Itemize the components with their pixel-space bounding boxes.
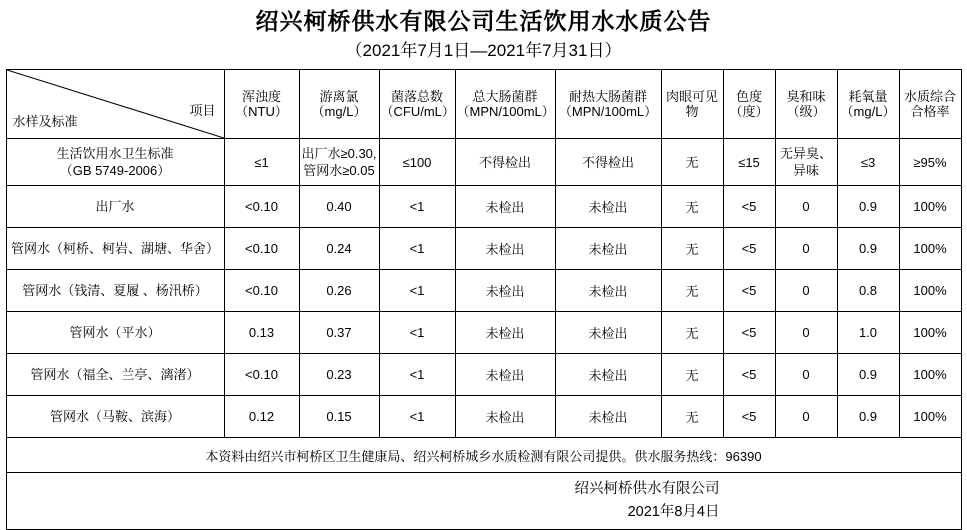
standard-pass-rate: ≥95% (899, 139, 961, 186)
footer-note: 本资料由绍兴市柯桥区卫生健康局、绍兴柯桥城乡水质检测有限公司提供。供水服务热线：96390 (6, 438, 961, 473)
cell-cod: 0.8 (837, 270, 899, 312)
cell-cod: 0.9 (837, 186, 899, 228)
cell-colony-count: <1 (379, 396, 455, 438)
cell-visible-matter: 无 (661, 396, 723, 438)
header-odor-taste-unit: （级） (786, 104, 826, 119)
cell-odor-taste: 0 (775, 186, 837, 228)
standard-row (6, 139, 961, 186)
cell-total-coliform: 未检出 (455, 312, 555, 354)
cell-thermotolerant-coliform: 未检出 (555, 270, 661, 312)
cell-colony-count: <1 (379, 354, 455, 396)
header-turbidity-unit: （NTU） (235, 104, 288, 119)
cell-colony-count: <1 (379, 312, 455, 354)
table-row (6, 270, 961, 312)
cell-cod: 1.0 (837, 312, 899, 354)
cell-thermotolerant-coliform: 未检出 (555, 312, 661, 354)
standard-label-line2: （GB 5749-2006） (59, 163, 171, 178)
header-cod (837, 70, 899, 139)
cell-free-chlorine: 0.26 (299, 270, 379, 312)
cell-free-chlorine: 0.15 (299, 396, 379, 438)
cell-pass-rate: 100% (899, 354, 961, 396)
signature-row (6, 473, 961, 530)
signature-block (379, 473, 961, 530)
header-cod-unit: （mg/L） (840, 104, 896, 119)
header-visible-matter-name: 肉眼可见物 (665, 89, 718, 119)
header-chroma (723, 70, 775, 139)
cell-chroma: <5 (723, 228, 775, 270)
cell-visible-matter: 无 (661, 354, 723, 396)
header-total-coliform-unit: （MPN/100mL） (456, 104, 555, 119)
cell-odor-taste: 0 (775, 228, 837, 270)
cell-pass-rate: 100% (899, 312, 961, 354)
header-free-chlorine-name: 游离氯 (319, 89, 359, 104)
cell-odor-taste: 0 (775, 354, 837, 396)
cell-pass-rate: 100% (899, 396, 961, 438)
cell-thermotolerant-coliform: 未检出 (555, 186, 661, 228)
row-label: 管网水（平水） (6, 312, 224, 354)
cell-turbidity: 0.13 (224, 312, 299, 354)
header-turbidity-name: 浑浊度 (241, 89, 281, 104)
header-colony-count-unit: （CFU/mL） (380, 104, 455, 119)
cell-pass-rate: 100% (899, 270, 961, 312)
table-row (6, 312, 961, 354)
row-label: 管网水（马鞍、滨海） (6, 396, 224, 438)
cell-total-coliform: 未检出 (455, 354, 555, 396)
cell-turbidity: <0.10 (224, 354, 299, 396)
header-total-coliform (455, 70, 555, 139)
header-free-chlorine (299, 70, 379, 139)
cell-free-chlorine: 0.24 (299, 228, 379, 270)
standard-row-label (6, 139, 224, 186)
cell-turbidity: <0.10 (224, 186, 299, 228)
header-pass-rate (899, 70, 961, 139)
standard-label-line1: 生活饮用水卫生标准 (56, 146, 174, 161)
cell-odor-taste: 0 (775, 312, 837, 354)
row-label: 管网水（福全、兰亭、漓渚） (6, 354, 224, 396)
cell-cod: 0.9 (837, 354, 899, 396)
cell-odor-taste: 0 (775, 396, 837, 438)
water-quality-table (6, 69, 962, 530)
cell-total-coliform: 未检出 (455, 270, 555, 312)
cell-pass-rate: 100% (899, 186, 961, 228)
row-label: 出厂水 (6, 186, 224, 228)
cell-free-chlorine: 0.23 (299, 354, 379, 396)
header-odor-taste (775, 70, 837, 139)
cell-turbidity: 0.12 (224, 396, 299, 438)
cell-free-chlorine: 0.40 (299, 186, 379, 228)
header-thermotolerant-coliform-name: 耐热大肠菌群 (568, 89, 647, 104)
header-visible-matter (661, 70, 723, 139)
cell-colony-count: <1 (379, 270, 455, 312)
cell-chroma: <5 (723, 396, 775, 438)
row-label: 管网水（柯桥、柯岩、湖塘、华舍） (6, 228, 224, 270)
standard-visible-matter: 无 (661, 139, 723, 186)
header-colony-count (379, 70, 455, 139)
standard-odor-taste-line2: 异味 (792, 163, 819, 178)
cell-colony-count: <1 (379, 186, 455, 228)
table-row (6, 354, 961, 396)
header-odor-taste-name: 臭和味 (786, 89, 826, 104)
cell-total-coliform: 未检出 (455, 228, 555, 270)
cell-chroma: <5 (723, 186, 775, 228)
cell-visible-matter: 无 (661, 228, 723, 270)
cell-thermotolerant-coliform: 未检出 (555, 228, 661, 270)
header-col-label: 项目 (189, 103, 216, 118)
header-chroma-unit: （度） (729, 104, 769, 119)
header-thermotolerant-coliform-unit: （MPN/100mL） (558, 104, 658, 119)
cell-colony-count: <1 (379, 228, 455, 270)
header-cod-name: 耗氧量 (848, 89, 888, 104)
standard-odor-taste-line1: 无异臭、 (779, 146, 832, 161)
cell-thermotolerant-coliform: 未检出 (555, 354, 661, 396)
header-total-coliform-name: 总大肠菌群 (472, 89, 538, 104)
page-title: 绍兴柯桥供水有限公司生活饮用水水质公告 (255, 8, 712, 34)
table-header-row (6, 70, 961, 139)
standard-thermotolerant-coliform: 不得检出 (555, 139, 661, 186)
standard-free-chlorine-line1: 出厂水≥0.30, (301, 146, 377, 161)
page-subtitle: （2021年7月1日—2021年7月31日） (345, 41, 622, 60)
cell-free-chlorine: 0.37 (299, 312, 379, 354)
table-row (6, 396, 961, 438)
standard-cod: ≤3 (837, 139, 899, 186)
row-label: 管网水（钱清、夏履 、杨汛桥） (6, 270, 224, 312)
header-colony-count-name: 菌落总数 (390, 89, 443, 104)
cell-visible-matter: 无 (661, 270, 723, 312)
standard-free-chlorine (299, 139, 379, 186)
cell-total-coliform: 未检出 (455, 186, 555, 228)
cell-chroma: <5 (723, 312, 775, 354)
standard-turbidity: ≤1 (224, 139, 299, 186)
cell-visible-matter: 无 (661, 186, 723, 228)
cell-chroma: <5 (723, 270, 775, 312)
header-turbidity (224, 70, 299, 139)
cell-turbidity: <0.10 (224, 228, 299, 270)
cell-visible-matter: 无 (661, 312, 723, 354)
signature-col-spacer-1 (224, 473, 299, 530)
cell-pass-rate: 100% (899, 228, 961, 270)
cell-turbidity: <0.10 (224, 270, 299, 312)
cell-odor-taste: 0 (775, 270, 837, 312)
standard-odor-taste (775, 139, 837, 186)
cell-chroma: <5 (723, 354, 775, 396)
standard-colony-count: ≤100 (379, 139, 455, 186)
cell-total-coliform: 未检出 (455, 396, 555, 438)
standard-free-chlorine-line2: 管网水≥0.05 (303, 163, 375, 178)
table-row (6, 228, 961, 270)
cell-cod: 0.9 (837, 396, 899, 438)
header-chroma-name: 色度 (735, 89, 762, 104)
signature-col-spacer-2 (299, 473, 379, 530)
signature-company: 绍兴柯桥供水有限公司 (574, 481, 720, 497)
cell-thermotolerant-coliform: 未检出 (555, 396, 661, 438)
footer-note-row (6, 438, 961, 473)
header-free-chlorine-unit: （mg/L） (311, 104, 367, 119)
signature-left-spacer (6, 473, 224, 530)
signature-date: 2021年8月4日 (627, 504, 720, 520)
header-thermotolerant-coliform (555, 70, 661, 139)
standard-chroma: ≤15 (723, 139, 775, 186)
table-row (6, 186, 961, 228)
header-corner-cell (6, 70, 224, 139)
header-row-label: 水样及标准 (12, 114, 78, 129)
header-pass-rate-name: 水质综合合格率 (903, 89, 956, 119)
cell-cod: 0.9 (837, 228, 899, 270)
standard-total-coliform: 不得检出 (455, 139, 555, 186)
